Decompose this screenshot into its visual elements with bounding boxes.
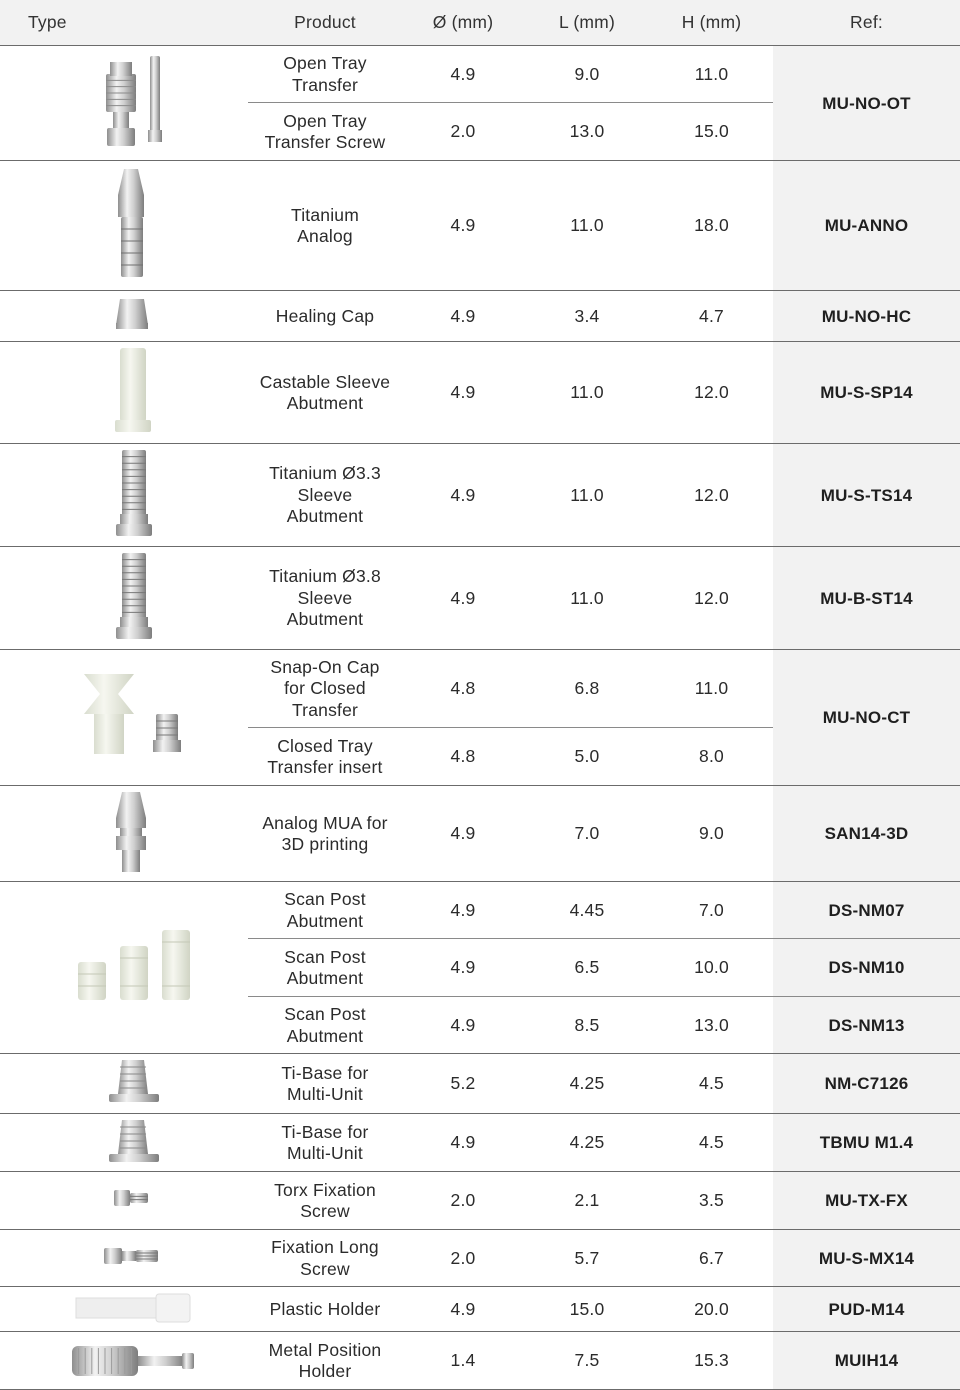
- diameter-value: 2.0: [450, 1190, 476, 1211]
- open-tray-transfer-icon: [100, 52, 170, 150]
- titanium-sleeve-icon: [112, 551, 156, 643]
- diameter-value: 4.9: [450, 1132, 476, 1153]
- length-value: 9.0: [574, 63, 600, 84]
- product-name: Torx Fixation Screw: [274, 1179, 376, 1221]
- ti-base-icon: [106, 1058, 162, 1108]
- ref-code: MU-S-SP14: [820, 383, 913, 403]
- height-value: 10.0: [694, 957, 729, 978]
- column-header-height: H (mm): [681, 12, 742, 33]
- diameter-value: 4.9: [450, 382, 476, 403]
- ti-base-icon: [106, 1118, 162, 1168]
- length-value: 2.1: [574, 1190, 600, 1211]
- length-value: 11.0: [570, 215, 604, 236]
- ref-code: DS-NM10: [828, 958, 905, 978]
- ref-code: TBMU M1.4: [819, 1133, 914, 1153]
- ref-code: MU-NO-CT: [822, 708, 911, 728]
- length-value: 4.25: [569, 1073, 605, 1094]
- metal-holder-icon: [68, 1340, 198, 1382]
- diameter-value: 4.9: [450, 1014, 476, 1035]
- analog-mua-icon: [110, 788, 155, 880]
- product-name: Open Tray Transfer Screw: [264, 110, 386, 152]
- length-value: 5.7: [574, 1247, 600, 1268]
- diameter-value: 4.8: [450, 746, 476, 767]
- length-value: 8.5: [574, 1014, 600, 1035]
- diameter-value: 4.9: [450, 957, 476, 978]
- product-name: Plastic Holder: [269, 1298, 381, 1319]
- diameter-value: 4.9: [450, 823, 476, 844]
- titanium-analog-icon: [110, 165, 155, 285]
- column-header-product: Product: [294, 12, 356, 33]
- product-name: Castable Sleeve Abutment: [259, 371, 391, 413]
- height-value: 11.0: [694, 678, 729, 699]
- product-name: Titanium Ø3.8 Sleeve Abutment: [269, 566, 381, 630]
- diameter-value: 4.9: [450, 484, 476, 505]
- diameter-value: 4.9: [450, 215, 476, 236]
- height-value: 15.3: [694, 1350, 729, 1371]
- ref-code: MU-TX-FX: [825, 1191, 908, 1211]
- titanium-sleeve-icon: [112, 448, 156, 540]
- height-value: 6.7: [699, 1247, 724, 1268]
- snap-on-cap-icon: [78, 668, 188, 758]
- length-value: 15.0: [569, 1298, 605, 1319]
- diameter-value: 5.2: [450, 1073, 476, 1094]
- diameter-value: 2.0: [450, 121, 476, 142]
- product-name: Ti-Base for Multi-Unit: [281, 1062, 369, 1104]
- height-value: 20.0: [694, 1298, 729, 1319]
- product-name: Ti-Base for Multi-Unit: [281, 1121, 369, 1163]
- ref-code: PUD-M14: [828, 1299, 905, 1319]
- length-value: 11.0: [570, 484, 604, 505]
- height-value: 3.5: [699, 1190, 724, 1211]
- ref-code: DS-NM13: [828, 1015, 905, 1035]
- height-value: 12.0: [694, 382, 729, 403]
- diameter-value: 1.4: [450, 1350, 476, 1371]
- length-value: 3.4: [574, 305, 600, 326]
- product-name: Healing Cap: [275, 305, 375, 326]
- column-header-length: L (mm): [559, 12, 615, 33]
- ref-code: MU-ANNO: [824, 216, 909, 236]
- height-value: 12.0: [694, 587, 729, 608]
- diameter-value: 4.9: [450, 305, 476, 326]
- product-name: Closed Tray Transfer insert: [267, 735, 383, 777]
- column-header-diameter: Ø (mm): [432, 12, 494, 33]
- product-name: Snap-On Cap for Closed Transfer: [270, 656, 380, 720]
- diameter-value: 2.0: [450, 1247, 476, 1268]
- long-screw-icon: [100, 1244, 164, 1268]
- height-value: 8.0: [699, 746, 724, 767]
- column-header-ref: Ref:: [850, 12, 883, 33]
- product-name: Titanium Analog: [290, 204, 360, 246]
- diameter-value: 4.8: [450, 678, 476, 699]
- height-value: 12.0: [694, 484, 729, 505]
- product-name: Analog MUA for 3D printing: [262, 812, 388, 854]
- height-value: 7.0: [699, 899, 724, 920]
- diameter-value: 4.9: [450, 1298, 476, 1319]
- healing-cap-icon: [112, 295, 154, 333]
- ref-code: NM-C7126: [824, 1074, 909, 1094]
- ref-code: MU-NO-HC: [821, 306, 912, 326]
- diameter-value: 4.9: [450, 587, 476, 608]
- height-value: 18.0: [694, 215, 729, 236]
- product-name: Metal Position Holder: [268, 1339, 382, 1381]
- diameter-value: 4.9: [450, 63, 476, 84]
- ref-code: MU-B-ST14: [820, 588, 913, 608]
- product-name: Fixation Long Screw: [271, 1237, 379, 1279]
- height-value: 11.0: [694, 63, 729, 84]
- ref-code: MU-S-TS14: [820, 485, 913, 505]
- height-value: 15.0: [694, 121, 729, 142]
- height-value: 4.5: [699, 1073, 724, 1094]
- height-value: 9.0: [699, 823, 724, 844]
- plastic-holder-icon: [72, 1290, 194, 1326]
- ref-code: DS-NM07: [828, 900, 905, 920]
- ref-code: MU-NO-OT: [822, 93, 911, 113]
- column-header-type: Type: [28, 12, 67, 33]
- length-value: 4.45: [569, 899, 605, 920]
- product-name: Scan Post Abutment: [284, 889, 366, 931]
- product-name: Titanium Ø3.3 Sleeve Abutment: [269, 463, 381, 527]
- scan-post-icon: [74, 926, 194, 1006]
- length-value: 6.5: [574, 957, 600, 978]
- castable-sleeve-icon: [112, 346, 156, 436]
- length-value: 6.8: [574, 678, 600, 699]
- height-value: 13.0: [694, 1014, 729, 1035]
- product-name: Scan Post Abutment: [284, 1004, 366, 1046]
- height-value: 4.7: [699, 305, 724, 326]
- diameter-value: 4.9: [450, 899, 476, 920]
- length-value: 11.0: [570, 587, 604, 608]
- length-value: 11.0: [570, 382, 604, 403]
- height-value: 4.5: [699, 1132, 724, 1153]
- ref-code: SAN14-3D: [824, 824, 909, 844]
- product-name: Open Tray Transfer: [283, 53, 367, 95]
- length-value: 4.25: [569, 1132, 605, 1153]
- torx-screw-icon: [110, 1186, 154, 1212]
- length-value: 5.0: [574, 746, 600, 767]
- length-value: 7.0: [574, 823, 600, 844]
- length-value: 7.5: [574, 1350, 600, 1371]
- ref-code: MU-S-MX14: [818, 1248, 915, 1268]
- ref-code: MUIH14: [834, 1351, 899, 1371]
- product-name: Scan Post Abutment: [284, 946, 366, 988]
- length-value: 13.0: [569, 121, 605, 142]
